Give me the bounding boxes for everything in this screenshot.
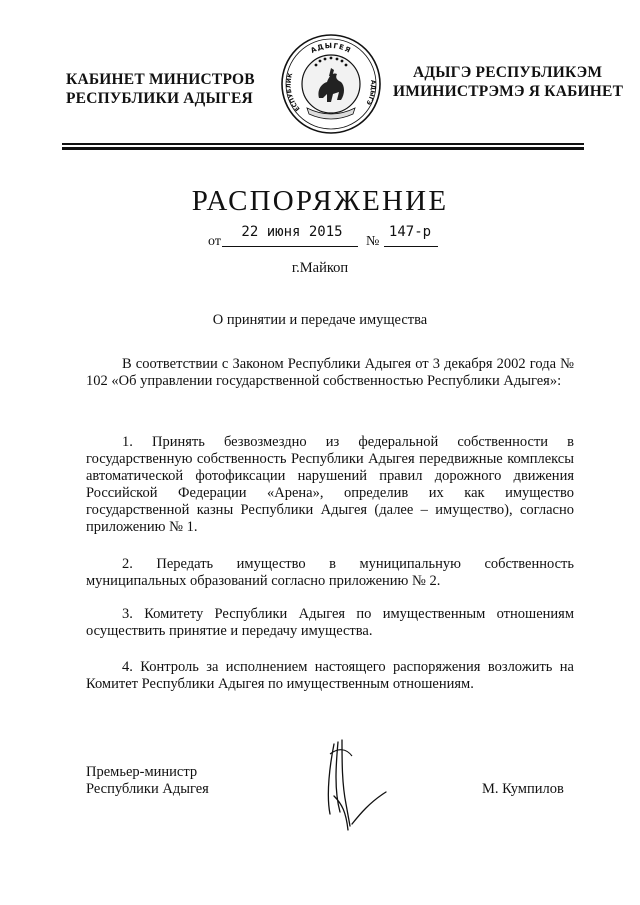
- item-3-paragraph: 3. Комитету Республики Адыгея по имущественным отношениям осуществить принятие и передачу имущества.: [86, 606, 574, 639]
- header-right-block: [393, 63, 633, 101]
- emblem-icon: [279, 32, 383, 136]
- item-1-paragraph: 1. Принять безвозмездно из федеральной собственности в государственную собственность Республики Адыгея передвижные комплексы автоматической фотофиксации нарушений правил дорожного движения Российской Федерации «Арена», определив их как имущество государственной казны Республики Адыгея (далее – имущество), согласно приложению № 1.: [86, 434, 574, 535]
- document-number: 147-р: [388, 224, 432, 240]
- svg-text:АДЫГЕЯ: [309, 42, 352, 55]
- signatory-position: [86, 764, 209, 798]
- number-underline: [384, 246, 438, 247]
- document-date: 22 июня 2015: [241, 224, 343, 240]
- item-2-paragraph: 2. Передать имущество в муниципальную собственность муниципальных образований согласно приложению № 2.: [86, 556, 574, 589]
- header-divider-thick: [62, 147, 584, 150]
- document-title: РАСПОРЯЖЕНИЕ: [191, 185, 449, 217]
- emblem-text-left: ЕСПУБЛИК: [285, 72, 302, 113]
- svg-text:АДЫГЭ: [364, 80, 376, 107]
- date-label: от: [208, 234, 221, 249]
- number-label: №: [366, 234, 380, 249]
- header-left-block: [66, 70, 266, 108]
- preamble-paragraph: В соответствии с Законом Республики Адыгея от 3 декабря 2002 года № 102 «Об управлении государственной собственностью Республики Адыгея»:: [86, 356, 574, 389]
- signatory-position-line1: Премьер-министр: [86, 764, 198, 780]
- document-city: г.Майкоп: [291, 260, 349, 276]
- header-right-line2: ИМИНИСТРЭМЭ Я КАБИНЕТ: [393, 83, 624, 100]
- document-subject: О принятии и передаче имущества: [212, 312, 428, 328]
- signature-icon: [312, 734, 396, 834]
- header-left-line1: КАБИНЕТ МИНИСТРОВ: [66, 71, 255, 88]
- signatory-position-line2: Республики Адыгея: [86, 781, 209, 797]
- header-left-line2: РЕСПУБЛИКИ АДЫГЕЯ: [66, 90, 253, 107]
- emblem-text-right: АДЫГЭ: [364, 79, 377, 106]
- signatory-name: М. Кумпилов: [482, 781, 564, 797]
- item-4-paragraph: 4. Контроль за исполнением настоящего распоряжения возложить на Комитет Республики Адыгея по имущественным отношениям.: [86, 659, 574, 692]
- svg-text:РЕСПУБЛИКА: [279, 32, 302, 112]
- emblem-text-top: АДЫГЕЯ: [309, 41, 353, 55]
- date-underline: [222, 246, 358, 247]
- header-divider-thin: [62, 143, 584, 145]
- header-right-line1: АДЫГЭ РЕСПУБЛИКЭМ: [413, 64, 603, 81]
